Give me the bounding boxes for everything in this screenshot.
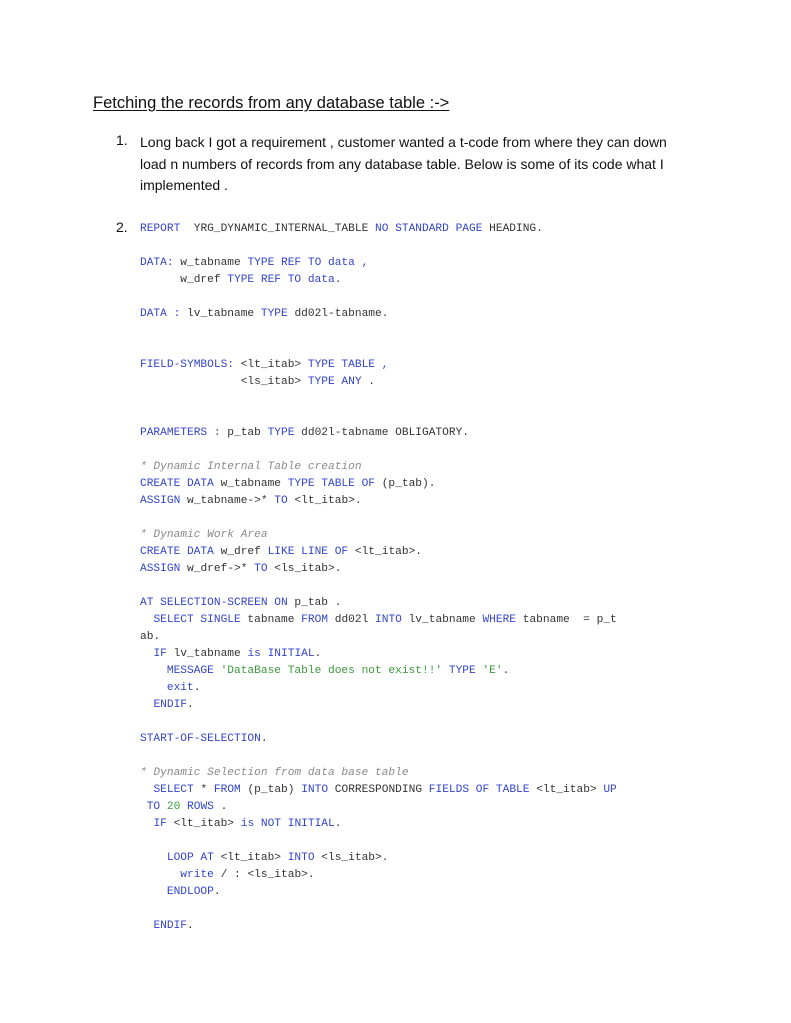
code-line xyxy=(140,544,617,561)
code-line xyxy=(140,459,617,476)
code-block xyxy=(140,221,617,935)
code-blank-line xyxy=(140,391,617,408)
code-number: 20 xyxy=(166,801,181,813)
code-keyword: TYPE REF TO data , xyxy=(247,257,369,269)
code-blank-line xyxy=(140,833,617,850)
code-text xyxy=(140,886,167,898)
code-blank-line xyxy=(140,442,617,459)
code-text xyxy=(140,614,153,626)
code-keyword: ROWS xyxy=(187,801,214,813)
code-text: HEADING. xyxy=(482,223,543,235)
code-keyword: SELECT xyxy=(153,784,194,796)
code-keyword: INTO xyxy=(375,614,402,626)
code-blank-line xyxy=(140,748,617,765)
code-keyword: ENDIF xyxy=(153,920,188,932)
code-line xyxy=(140,425,617,442)
code-blank-line xyxy=(140,510,617,527)
code-text: lv_tabname xyxy=(180,308,261,320)
code-keyword: ENDLOOP xyxy=(166,886,214,898)
code-keyword: is NOT INITIAL xyxy=(240,818,335,830)
code-text: <lt_itab> xyxy=(166,818,241,830)
code-text: . xyxy=(502,665,510,677)
code-text: . xyxy=(193,682,201,694)
code-text: YRG_DYNAMIC_INTERNAL_TABLE xyxy=(180,223,375,235)
code-text xyxy=(140,818,153,830)
code-blank-line xyxy=(140,901,617,918)
paragraph-line: Long back I got a requirement , customer wanted a t-code from where they can down xyxy=(140,134,667,150)
code-line xyxy=(140,374,617,391)
code-text: ab. xyxy=(140,631,161,643)
code-line xyxy=(140,799,617,816)
code-text: p_tab . xyxy=(287,597,342,609)
code-line xyxy=(140,561,617,578)
code-keyword: UP xyxy=(603,784,617,796)
code-line xyxy=(140,867,617,884)
code-keyword: DATA : xyxy=(140,308,181,320)
code-text: w_tabname->* xyxy=(180,495,275,507)
code-text: w_dref->* xyxy=(180,563,255,575)
code-line xyxy=(140,476,617,493)
code-keyword: TYPE xyxy=(448,665,476,677)
code-line xyxy=(140,527,617,544)
code-text: . xyxy=(361,376,375,388)
code-blank-line xyxy=(140,714,617,731)
code-blank-line xyxy=(140,323,617,340)
code-text xyxy=(140,920,153,932)
code-text: <lt_itab>. xyxy=(348,546,423,558)
code-keyword: DATA: xyxy=(140,257,174,269)
code-keyword: AT SELECTION-SCREEN ON xyxy=(140,597,288,609)
code-text: CORRESPONDING xyxy=(328,784,429,796)
code-keyword: TO xyxy=(254,563,268,575)
code-line xyxy=(140,663,617,680)
code-keyword: PARAMETERS : xyxy=(140,427,221,439)
code-line xyxy=(140,884,617,901)
code-text: (p_tab) xyxy=(240,784,302,796)
code-keyword: LOOP AT xyxy=(166,852,214,864)
code-text: . xyxy=(314,648,322,660)
code-string: 'DataBase Table does not exist!!' xyxy=(220,665,443,677)
code-text xyxy=(214,665,221,677)
code-text xyxy=(160,801,167,813)
code-text xyxy=(140,648,153,660)
code-keyword: FROM xyxy=(213,784,241,796)
list-item-number-2: 2. xyxy=(116,219,128,235)
code-text: . xyxy=(260,733,268,745)
code-text: lv_tabname xyxy=(401,614,483,626)
code-keyword: IF xyxy=(153,818,167,830)
code-keyword: TYPE REF TO data xyxy=(227,274,335,286)
code-text xyxy=(442,665,449,677)
code-blank-line xyxy=(140,578,617,595)
code-keyword: MESSAGE xyxy=(166,665,214,677)
code-keyword: INTO xyxy=(287,852,315,864)
code-line xyxy=(140,731,617,748)
code-line xyxy=(140,782,617,799)
code-keyword: FROM xyxy=(301,614,329,626)
code-keyword: TO xyxy=(146,801,161,813)
code-text: tabname = p_t xyxy=(516,614,617,626)
code-keyword: TYPE TABLE , xyxy=(307,359,389,371)
code-blank-line xyxy=(140,238,617,255)
code-line xyxy=(140,765,617,782)
code-keyword: TYPE xyxy=(260,308,288,320)
code-text: <ls_itab>. xyxy=(267,563,342,575)
code-text: <lt_itab> xyxy=(529,784,604,796)
code-line xyxy=(140,221,617,238)
code-line xyxy=(140,680,617,697)
code-line xyxy=(140,646,617,663)
code-text xyxy=(140,784,153,796)
code-text: . xyxy=(187,920,194,932)
code-line xyxy=(140,816,617,833)
code-text xyxy=(140,801,147,813)
code-keyword: SELECT SINGLE xyxy=(153,614,241,626)
code-keyword: TYPE TABLE OF xyxy=(287,478,375,490)
code-text: <lt_itab> xyxy=(213,852,288,864)
code-text: <lt_itab>. xyxy=(287,495,362,507)
code-text: p_tab xyxy=(220,427,268,439)
code-line xyxy=(140,272,617,289)
code-text: . xyxy=(213,801,228,813)
code-line xyxy=(140,612,617,629)
code-keyword: LIKE LINE OF xyxy=(267,546,349,558)
code-text: * xyxy=(193,784,214,796)
code-text: <ls_itab> xyxy=(140,376,308,388)
code-keyword: TYPE ANY xyxy=(307,376,362,388)
code-keyword: IF xyxy=(153,648,167,660)
code-line xyxy=(140,255,617,272)
list-item-number-1: 1. xyxy=(116,132,128,148)
code-line xyxy=(140,357,617,374)
code-text: dd02l-tabname OBLIGATORY. xyxy=(294,427,469,439)
code-keyword: FIELD-SYMBOLS: xyxy=(140,359,234,371)
code-keyword: write xyxy=(180,869,214,881)
code-text: <ls_itab>. xyxy=(314,852,389,864)
code-keyword: INTO xyxy=(301,784,329,796)
code-keyword: is INITIAL xyxy=(247,648,315,660)
code-keyword: ASSIGN xyxy=(140,495,181,507)
code-text xyxy=(140,682,167,694)
code-keyword: REPORT xyxy=(140,223,181,235)
code-keyword: WHERE xyxy=(482,614,517,626)
list-item-paragraph-1 xyxy=(140,132,700,197)
code-keyword: ASSIGN xyxy=(140,563,181,575)
code-text: dd02l xyxy=(328,614,376,626)
paragraph-line: load n numbers of records from any database table. Below is some of its code what I xyxy=(140,155,664,172)
code-line xyxy=(140,306,617,323)
code-blank-line xyxy=(140,340,617,357)
code-text: . xyxy=(187,699,194,711)
code-keyword: CREATE DATA xyxy=(140,478,214,490)
code-comment: * Dynamic Work Area xyxy=(140,529,268,541)
code-line xyxy=(140,629,617,646)
code-text xyxy=(140,869,180,881)
code-keyword: START-OF-SELECTION xyxy=(140,733,261,745)
code-keyword: NO STANDARD PAGE xyxy=(375,223,483,235)
code-text: tabname xyxy=(240,614,302,626)
code-keyword: CREATE DATA xyxy=(140,546,214,558)
code-keyword: ENDIF xyxy=(153,699,188,711)
code-line xyxy=(140,493,617,510)
code-text: . xyxy=(334,274,342,286)
code-blank-line xyxy=(140,289,617,306)
code-text: . xyxy=(213,886,221,898)
code-comment: * Dynamic Internal Table creation xyxy=(140,461,362,473)
code-text xyxy=(140,699,153,711)
code-line xyxy=(140,595,617,612)
code-text xyxy=(140,852,167,864)
code-text: w_tabname xyxy=(173,257,248,269)
code-comment: * Dynamic Selection from data base table xyxy=(140,767,409,779)
code-line xyxy=(140,850,617,867)
code-keyword: FIELDS OF TABLE xyxy=(428,784,530,796)
code-line xyxy=(140,697,617,714)
code-text: <lt_itab> xyxy=(234,359,308,371)
code-blank-line xyxy=(140,408,617,425)
code-text xyxy=(140,665,167,677)
code-string: 'E' xyxy=(482,665,503,677)
code-text: w_dref xyxy=(213,546,268,558)
code-text: w_dref xyxy=(140,274,228,286)
code-line xyxy=(140,918,617,935)
code-text: . xyxy=(334,818,342,830)
page-title: Fetching the records from any database table :-> xyxy=(93,94,450,112)
code-keyword: TO xyxy=(274,495,288,507)
code-text: lv_tabname xyxy=(166,648,248,660)
code-text: w_tabname xyxy=(213,478,288,490)
code-text: / : <ls_itab>. xyxy=(213,869,315,881)
paragraph-line: implemented . xyxy=(140,177,228,193)
code-keyword: TYPE xyxy=(267,427,295,439)
code-text: (p_tab). xyxy=(375,478,436,490)
code-keyword: exit xyxy=(166,682,194,694)
code-text: dd02l-tabname. xyxy=(287,308,389,320)
